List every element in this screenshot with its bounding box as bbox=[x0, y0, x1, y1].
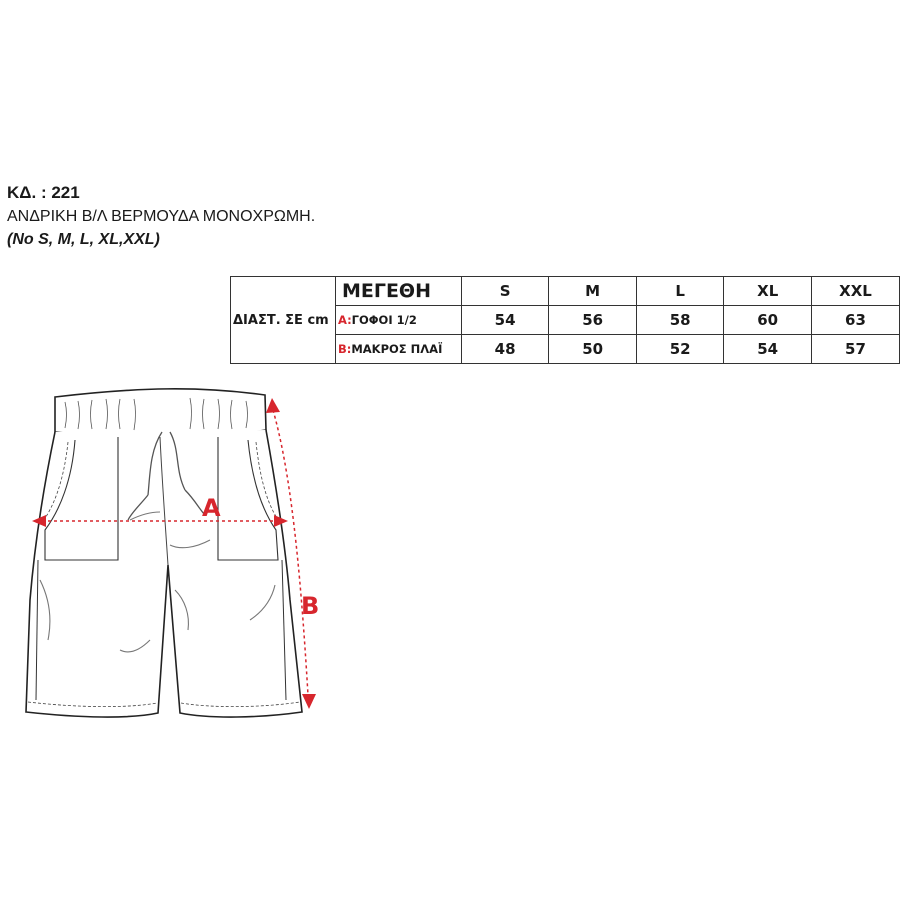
arrowhead-up-icon bbox=[266, 398, 280, 413]
table-cell: 56 bbox=[549, 306, 637, 335]
table-cell: 60 bbox=[724, 306, 812, 335]
table-cell: 50 bbox=[549, 335, 637, 364]
sizes-header: ΜΕΓΕΘΗ bbox=[335, 277, 461, 306]
product-code: ΚΔ. : 221 bbox=[7, 183, 80, 202]
size-header-l: L bbox=[636, 277, 724, 306]
table-cell: 52 bbox=[636, 335, 724, 364]
measure-label-a bbox=[335, 306, 461, 335]
diagram-label-a: A bbox=[202, 494, 221, 522]
product-description: ΑΝΔΡΙΚΗ Β/Λ ΒΕΡΜΟΥΔΑ ΜΟΝΟΧΡΩΜΗ. bbox=[7, 208, 316, 225]
measure-letter-a: A: bbox=[337, 313, 352, 327]
table-cell: 48 bbox=[461, 335, 549, 364]
table-cell: 54 bbox=[724, 335, 812, 364]
size-header-xl: XL bbox=[724, 277, 812, 306]
table-cell: 63 bbox=[811, 306, 899, 335]
dimensions-label: ΔΙΑΣΤ. ΣΕ cm bbox=[231, 277, 336, 364]
measure-letter-b: B: bbox=[337, 342, 352, 356]
table-header-row bbox=[231, 277, 900, 306]
measure-label-b bbox=[335, 335, 461, 364]
size-chart-table bbox=[230, 276, 900, 364]
table-cell: 54 bbox=[461, 306, 549, 335]
size-header-xxl: XXL bbox=[811, 277, 899, 306]
measure-name-b: ΜΑΚΡΟΣ ΠΛΑΪ bbox=[351, 342, 443, 356]
available-sizes: (No S, M, L, XL,XXL) bbox=[7, 231, 160, 248]
shorts-technical-drawing bbox=[0, 380, 340, 730]
arrowhead-down-icon bbox=[302, 694, 316, 709]
measure-name-a: ΓΟΦΟΙ 1/2 bbox=[351, 313, 417, 327]
size-header-s: S bbox=[461, 277, 549, 306]
table-cell: 58 bbox=[636, 306, 724, 335]
size-header-m: M bbox=[549, 277, 637, 306]
diagram-label-b: B bbox=[301, 592, 320, 620]
table-cell: 57 bbox=[811, 335, 899, 364]
